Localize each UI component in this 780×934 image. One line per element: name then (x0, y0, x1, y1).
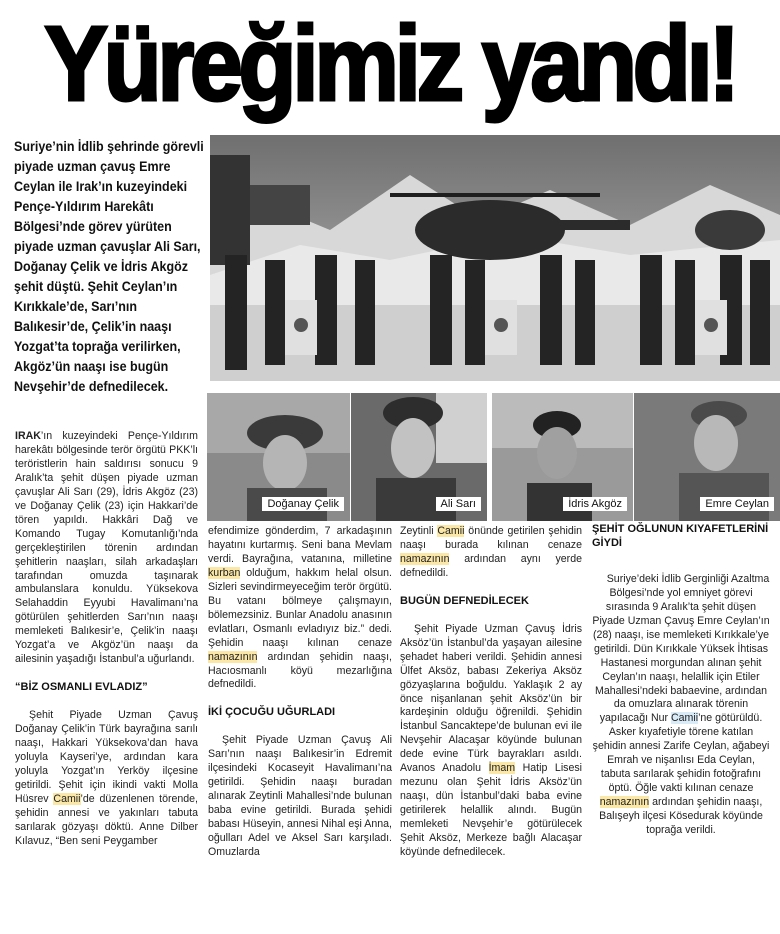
col1-p2b: ’de düzenlenen törende, şehidin annesi ve yakınları tabuta sarılarak gözyaşı döktü. Anne Dilber Kılavuz, “Ben seni Peygamber (15, 792, 199, 847)
lead-paragraph: Suriye’nin İdlib şehrinde görevli piyade uzman çavuş Emre Ceylan ile Irak’ın kuzeyindeki Pençe-Yıldırım Harekâtı Bölgesi’nde görev yürüten piyade uzman çavuşlar Ali Sarı, Doğanay Çelik ve İdris Akgöz şehit düştü. Şehit Ceylan’ın Kırıkkale’de, Sarı’nın Balıkesir’de, Çelik’in naaşı Yozgat’ta toprağa verilirken, Akgöz’ün naaşı ise bugün Nevşehir’de defnedilecek. (14, 139, 204, 394)
col3-p1c: ardından aynı yerde defnedildi. (400, 552, 582, 579)
col3-paragraph-1 (400, 525, 582, 581)
col3-paragraph-2 (400, 623, 582, 860)
col4-highlight-camii: Camii (670, 712, 699, 725)
col3-highlight-namazinin: namazının (400, 552, 450, 565)
column-2 (208, 525, 392, 860)
col4-highlight-namazinin: namazının (599, 796, 650, 809)
column-4 (592, 523, 770, 838)
col1-subheading: “BİZ OSMANLI EVLADIZ” (15, 681, 148, 694)
col1-highlight-camii: Camii (53, 792, 81, 805)
col4-subheading: ŞEHİT OĞLUNUN KIYAFETLERİNİ GİYDİ (592, 523, 769, 549)
caption-dogan: Doğanay Çelik (262, 497, 344, 511)
portrait-idris (492, 393, 633, 521)
col2-p1b: olduğum, hakkım helal olsun. Sizleri sevindirmeyeceğim terör örgütü. Bu vatanı bölmeye çalışmayın, bölemezsiniz. Bunlar Anadolu anasının evlatları, Osmanlı evladıyız biz.” dedi. Şehidin naaşı kılınan cenaze (208, 566, 392, 649)
ceremony-photo-graphic (210, 135, 780, 381)
col4-p1b: ’ne götürüldü. Asker kıyafetiyle törene katılan şehidin annesi Zarife Ceylan, ağabeyi Emrah ve nişanlısı Eda Ceylan, tabuta sarılarak şehidin fotoğrafını öptü. Öğle vakti kılınan cenaze (592, 712, 770, 795)
col1-paragraph-2 (15, 709, 198, 849)
portrait-ali (351, 393, 487, 521)
col2-subheading: İKİ ÇOCUĞU UĞURLADI (208, 706, 336, 719)
col3-subheading: BUGÜN DEFNEDİLECEK (400, 594, 529, 607)
col1-p2a: Şehit Piyade Uzman Çavuş Doğanay Çelik’in Türk bayrağına sarılı naaşı, Hakkari Yüksekova’dan hava yoluyla Kayseri’ye, ardından kara yoluyla Yozgat’ın Yerköy ilçesine getirildi. Şehit için ikindi vakti Molla Hüsrev (15, 709, 198, 805)
caption-emre: Emre Ceylan (700, 497, 774, 511)
col4-paragraph-1 (592, 573, 770, 838)
col3-p1a: Zeytinli (400, 525, 438, 537)
headline: Yüreğimiz yandı! (44, 5, 736, 123)
col2-highlight-namazinin: namazının (208, 650, 258, 663)
col2-paragraph-1 (208, 525, 392, 692)
col2-paragraph-2: Şehit Piyade Uzman Çavuş Ali Sarı’nın naaşı Balıkesir’in Edremit ilçesindeki Kocaseyit Havalimanı’na getirildi. Şehidin naaşı buradan alınarak Zeytinli Mahallesi’nde bulunan baba evine getirildi. Burada şehidi babası Hüseyin, annesi Nihal eşi Anna, oğulları Adel ve Aksel Sarı karşıladı. Omuzlarda (208, 734, 392, 859)
portrait-dogan (207, 393, 350, 521)
column-3 (400, 525, 582, 860)
col3-p2a: Şehit Piyade Uzman Çavuş İdris Aksöz’ün İstanbul’da yaşayan ailesine şehadet haberi verildi. Şehidin annesi Ülfet Aksöz, babası Zekeriya Aksöz gözyaşlarına boğuldu. Yaklaşık 2 ay önce nişanlanan şehit Aksöz’ün bir kardeşinin olduğu öğrenildi. Şehidin İstanbul Sancaktepe’de bulunan evi ile Nevşehir Alacaşar köyünde bulunan dede evine Türk bayrakları asıldı. Avanos Anadolu (400, 622, 582, 775)
col4-p1a: Suriye’deki İdlib Gerginliği Azaltma Bölgesi’nde yol emniyet görevi sırasında 9 Aralık’ta şehit düşen Piyade Uzman Çavuş Emre Ceylan’ın (28) naaşı, ise memleketi Kırıkkale’ye getirildi. Dün Kırıkkale Yüksek İhtisas Hastanesi morgundan alınan şehit Ceylan’ın naaşı, helallik için Etiler Mahallesi’ndeki babaevine, ardından da omuzlara alınarak törenin yapılacağı Nur (592, 572, 770, 725)
portrait-emre (634, 393, 780, 521)
col3-highlight-imam: İmam (488, 762, 516, 775)
caption-ali: Ali Sarı (436, 497, 481, 511)
col3-p2b: Hatip Lisesi mezunu olan Şehit İdris Aksöz’ün naaşı, dün İstanbul’daki baba evine getirilerek helallik alındı. Bugün memleketi Nevşehir’e götürülecek Şehit Aksöz, Merkeze bağlı Alacaşar köyünde defnedilecek. (400, 762, 583, 859)
col1-paragraph-1 (15, 430, 198, 667)
col1-kicker: IRAK (15, 430, 41, 442)
col3-highlight-camii: Camii (437, 525, 465, 537)
col2-p1a: efendimize gönderdim, 7 arkadaşının hayatını kurtarmış. Seni bana Mevlam verdi. Bayrağına, vatanına, milletine (208, 525, 392, 565)
col2-p1c: ardından şehidin naaşı, Hacıosmanlı köyü mezarlığına defnedildi. (208, 650, 392, 691)
col2-highlight-kurban: kurban (208, 566, 241, 579)
caption-idris: İdris Akgöz (563, 497, 627, 511)
col1-p1-text: ’ın kuzeyindeki Pençe-Yıldırım harekâtı bölgesinde terör örgütü PKK’lı teröristlerin hain saldırısı sonucu 9 Aralık’ta şehit düşen piyade uzman çavuşlar Ali Sarı (29), İdris Akgöz (23) ve Doğanay Çelik (23) için Hakkari’de tören yapıldı. Hakkâri Dağ ve Komando Tugay Komutanlığı’nda gerçekleştirilen törenin ardından şehitlerin naaşları, silah arkadaşları tarafından omuzda taşınarak ambulanslara konuldu. Yüksekova Selahaddin Eyyubi Havalimanı’na götürülen şehitlerden Sarı’nın naaşı memleketi Balıkesir’e, Çelik’in naaşı Yozgat’a ve Akgöz’ün naaşı da ailesinin yaşadığı İstanbul’a uğurlandı. (15, 430, 198, 666)
column-1 (15, 430, 198, 849)
col3-p1b: önünde getirilen şehidin naaşı burada kılınan cenaze (400, 525, 582, 551)
col4-p1c: ardından şehidin naaşı, Balışeyh ilçesi Kösedurak köyünde toprağa verildi. (599, 796, 763, 837)
ceremony-photo (210, 135, 780, 381)
